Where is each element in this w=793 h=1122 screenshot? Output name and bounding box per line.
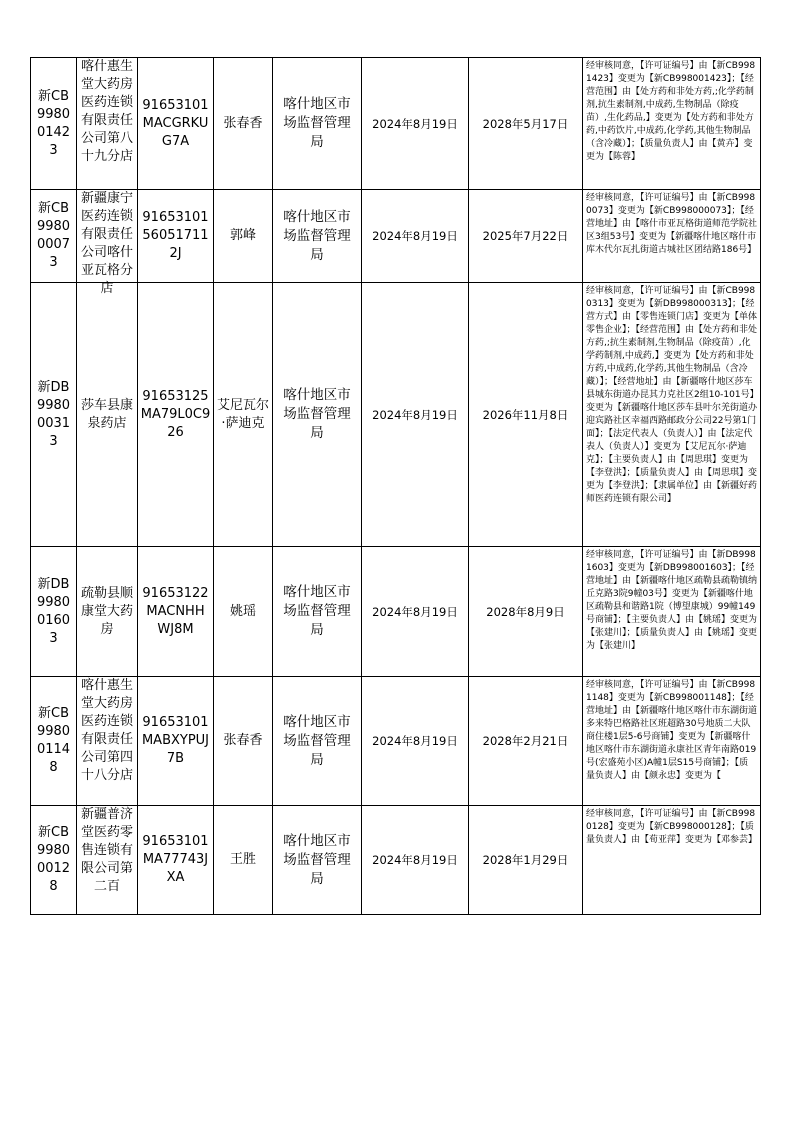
company-name-cell: 喀什惠生堂大药房医药连锁有限责任公司第四十八分店	[77, 677, 138, 806]
credit-code-cell: 91653101MABXYPUJ7B	[138, 677, 214, 806]
legal-person-cell: 张春香	[214, 58, 273, 190]
change-note-cell: 经审核同意，【许可证编号】由【新CB9981423】变更为【新CB998001423】；【经营范围】由【处方药和非处方药,;化学药制剂,抗生素制剂,中成药,生物制品（除疫苗）,生化药品,】变更为【处方药和非处方药,中药饮片,中成药,化学药,其他生物制品（含冷藏）】；【质量负责人】由【黄卉】变更为【陈蓉】	[583, 58, 761, 190]
authority-cell: 喀什地区市场监督管理局	[273, 283, 362, 547]
license-number-cell: 新CB99800012 8	[31, 806, 77, 915]
change-note-cell: 经审核同意，【许可证编号】由【新DB9981603】变更为【新DB998001603】；【经营地址】由【新疆喀什地区疏勒县疏勒镇纳丘克路3院9幢03号】变更为【新疆喀什地区疏勒县和谐路1院（博望康城）99幢149号商铺】；【主要负责人】由【姚瑶】变更为【张建川】；【质量负责人】由【姚瑶】变更为【张建川】	[583, 547, 761, 677]
change-date-cell: 2024年8月19日	[362, 58, 469, 190]
valid-until-cell: 2028年1月29日	[469, 806, 583, 915]
authority-cell: 喀什地区市场监督管理局	[273, 547, 362, 677]
license-number-cell: 新CB99800007 3	[31, 190, 77, 283]
valid-until-cell: 2028年2月21日	[469, 677, 583, 806]
change-date-cell: 2024年8月19日	[362, 283, 469, 547]
credit-code-cell: 91653122MACNHHWJ8M	[138, 547, 214, 677]
authority-cell: 喀什地区市场监督管理局	[273, 58, 362, 190]
table-row	[31, 806, 761, 915]
license-number-cell: 新CB99800114 8	[31, 677, 77, 806]
authority-cell: 喀什地区市场监督管理局	[273, 190, 362, 283]
change-date-cell: 2024年8月19日	[362, 547, 469, 677]
legal-person-cell: 艾尼瓦尔·萨迪克	[214, 283, 273, 547]
credit-code-cell: 91653101MACGRKUG7A	[138, 58, 214, 190]
change-note-cell: 经审核同意，【许可证编号】由【新CB9980073】变更为【新CB998000073】；【经营地址】由【喀什市亚瓦格街道师范学院社区3组53号】变更为【新疆喀什地区喀什市库木代尔瓦扎街道古城社区团结路186号】	[583, 190, 761, 283]
legal-person-cell: 张春香	[214, 677, 273, 806]
company-name-cell: 新疆康宁医药连锁有限责任公司喀什亚瓦格分店	[77, 190, 138, 283]
valid-until-cell: 2025年7月22日	[469, 190, 583, 283]
company-name-cell: 莎车县康泉药店	[77, 283, 138, 547]
change-note-cell: 经审核同意，【许可证编号】由【新CB9981148】变更为【新CB998001148】；【经营地址】由【新疆喀什地区喀什市东湖街道多来特巴格路社区班超路30号地质二大队商住楼1层5-6号商铺】变更为【新疆喀什地区喀什市东湖街道永康社区青年南路019号(宏盛苑小区)A幢1层S15号商铺】；【质量负责人】由【颜永忠】变更为【	[583, 677, 761, 806]
table-row	[31, 677, 761, 806]
authority-cell: 喀什地区市场监督管理局	[273, 806, 362, 915]
change-date-cell: 2024年8月19日	[362, 806, 469, 915]
change-note-cell: 经审核同意，【许可证编号】由【新CB9980128】变更为【新CB998000128】；【质量负责人】由【荀亚萍】变更为【邓参芸】	[583, 806, 761, 915]
legal-person-cell: 郭峰	[214, 190, 273, 283]
company-name-cell: 新疆普济堂医药零售连锁有限公司第二百	[77, 806, 138, 915]
change-date-cell: 2024年8月19日	[362, 190, 469, 283]
license-number-cell: 新DB99800031 3	[31, 283, 77, 547]
table-row	[31, 547, 761, 677]
change-note-cell: 经审核同意，【许可证编号】由【新CB9980313】变更为【新DB998000313】；【经营方式】由【零售连锁门店】变更为【单体零售企业】；【经营范围】由【处方药和非处方药,;抗生素制剂,生物制品（除疫苗）,化学药制剂,中成药,】变更为【处方药和非处方药,中成药,化学药,其他生物制品（含冷藏）】；【经营地址】由【新疆喀什地区莎车县城东街道办昆其力克社区2组10-101号】变更为【新疆喀什地区莎车县叶尔羌街道办迎宾路社区幸福西路邮政分公司22号第1门面】；【法定代表人（负责人）】由【法定代表人（负责人）】变更为【艾尼瓦尔·萨迪克】；【主要负责人】由【周思琪】变更为【李登洪】；【质量负责人】由【周思琪】变更为【李登洪】；【隶属单位】由【新疆好药师医药连锁有限公司】	[583, 283, 761, 547]
legal-person-cell: 王胜	[214, 806, 273, 915]
table-row	[31, 58, 761, 190]
company-name-cell: 疏勒县顺康堂大药房	[77, 547, 138, 677]
company-name-cell: 喀什惠生堂大药房医药连锁有限责任公司第八十九分店	[77, 58, 138, 190]
credit-code-cell: 91653101MA77743JXA	[138, 806, 214, 915]
license-number-cell: 新DB99800160 3	[31, 547, 77, 677]
table-row	[31, 190, 761, 283]
change-date-cell: 2024年8月19日	[362, 677, 469, 806]
license-number-cell: 新CB99800142 3	[31, 58, 77, 190]
credit-code-cell: 91653125MA79L0C926	[138, 283, 214, 547]
valid-until-cell: 2028年5月17日	[469, 58, 583, 190]
permit-change-table	[30, 57, 761, 915]
authority-cell: 喀什地区市场监督管理局	[273, 677, 362, 806]
table-row	[31, 283, 761, 547]
valid-until-cell: 2028年8月9日	[469, 547, 583, 677]
credit-code-cell: 91653101560517112J	[138, 190, 214, 283]
valid-until-cell: 2026年11月8日	[469, 283, 583, 547]
legal-person-cell: 姚瑶	[214, 547, 273, 677]
